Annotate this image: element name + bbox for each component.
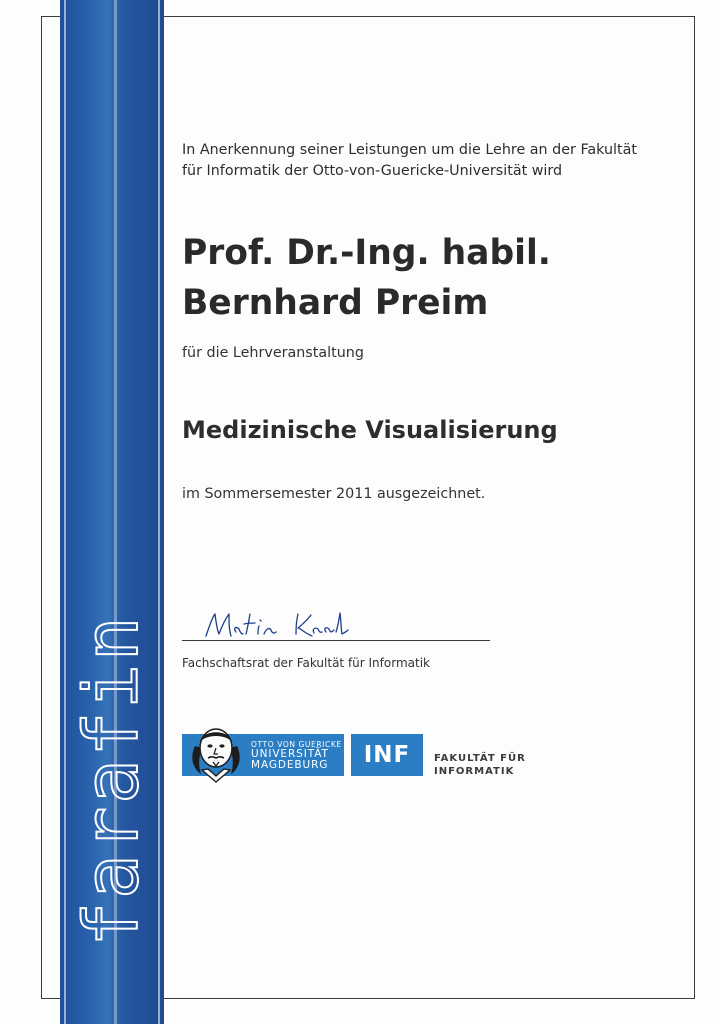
intro-line-2: für Informatik der Otto-von-Guericke-Universität wird <box>182 163 563 179</box>
university-logo-line-3: MAGDEBURG <box>251 759 329 771</box>
university-logo-name <box>251 749 329 771</box>
inf-logo: INF <box>351 734 423 776</box>
faculty-line-1: FAKULTÄT FÜR <box>434 753 526 764</box>
recipient-fullname: Bernhard Preim <box>182 283 489 323</box>
university-logo-line-2: UNIVERSITÄT <box>251 748 329 760</box>
guericke-portrait-icon <box>188 724 244 784</box>
handwritten-signature <box>200 600 400 644</box>
university-logo-line-1: OTTO VON GUERICKE <box>251 740 342 749</box>
university-logo <box>182 734 344 776</box>
for-text: für die Lehrveranstaltung <box>182 345 364 361</box>
signature-caption: Fachschaftsrat der Fakultät für Informatik <box>182 656 430 670</box>
faculty-line-2: INFORMATIK <box>434 766 515 777</box>
sidebar-brand-text: farafin <box>69 613 155 947</box>
course-title: Medizinische Visualisierung <box>182 416 558 444</box>
recipient-title: Prof. Dr.-Ing. habil. <box>182 233 551 273</box>
faculty-logo-text <box>434 752 526 778</box>
signature-line <box>182 640 490 641</box>
semester-text: im Sommersemester 2011 ausgezeichnet. <box>182 486 486 502</box>
intro-line-1: In Anerkennung seiner Leistungen um die Lehre an der Fakultät <box>182 142 637 158</box>
sidebar-band <box>60 0 164 1024</box>
intro-text <box>182 140 652 182</box>
recipient-name <box>182 228 551 328</box>
